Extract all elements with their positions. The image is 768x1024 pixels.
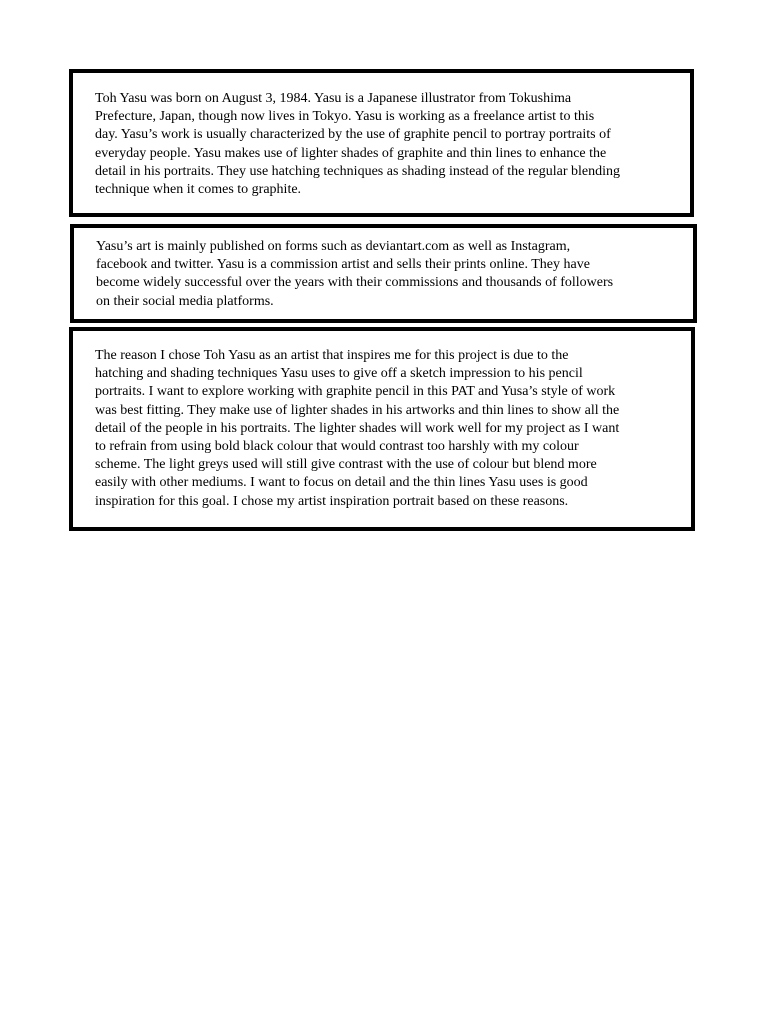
text-line: detail of the people in his portraits. The lighter shades will work well for my project as I want (95, 420, 620, 436)
text-line: Toh Yasu was born on August 3, 1984. Yasu is a Japanese illustrator from Tokushima (95, 91, 572, 106)
text-line: portraits. I want to explore working with graphite pencil in this PAT and Yusa’s style of work (95, 384, 616, 400)
text-line: day. Yasu’s work is usually characterized by the use of graphite pencil to portray portraits of (95, 127, 611, 143)
text-line: The reason I chose Toh Yasu as an artist that inspires me for this project is due to the (95, 348, 569, 363)
text-line: everyday people. Yasu makes use of lighter shades of graphite and thin lines to enhance the (95, 145, 607, 161)
text-line: become widely successful over the years with their commissions and thousands of followers (96, 275, 614, 291)
text-line: to refrain from using bold black colour that would contrast too harshly with my colour (95, 439, 579, 455)
text-line: easily with other mediums. I want to focus on detail and the thin lines Yasu uses is good (95, 475, 588, 491)
biography-paragraph (95, 90, 668, 199)
text-line: inspiration for this goal. I chose my artist inspiration portrait based on these reasons. (95, 493, 569, 509)
inspiration-reason-text-box (69, 327, 695, 531)
biography-text-box (69, 69, 694, 217)
text-line: Prefecture, Japan, though now lives in Tokyo. Yasu is working as a freelance artist to this (95, 109, 595, 125)
text-line: detail in his portraits. They use hatching techniques as shading instead of the regular blending (95, 163, 620, 179)
text-line: was best fitting. They make use of lighter shades in his artworks and thin lines to show all the (95, 402, 620, 418)
text-line: hatching and shading techniques Yasu uses to give off a sketch impression to his pencil (95, 366, 583, 382)
text-line: facebook and twitter. Yasu is a commission artist and sells their prints online. They have (96, 257, 590, 273)
text-line: scheme. The light greys used will still give contrast with the use of colour but blend more (95, 457, 597, 473)
publication-paragraph (96, 238, 671, 311)
text-line: technique when it comes to graphite. (95, 182, 302, 198)
inspiration-reason-paragraph (95, 347, 669, 511)
publication-text-box (70, 224, 697, 323)
text-line: on their social media platforms. (96, 293, 274, 309)
text-line: Yasu’s art is mainly published on forms such as deviantart.com as well as Instagram, (96, 239, 571, 254)
